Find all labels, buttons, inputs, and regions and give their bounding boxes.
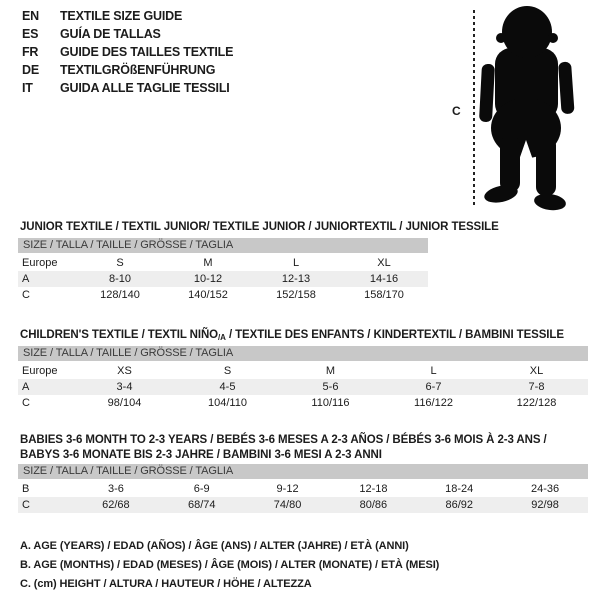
cell-value: 6-9: [193, 483, 210, 495]
size-column-header: XL: [377, 257, 391, 269]
size-column-header: S: [223, 365, 232, 377]
height-measure-label: C: [452, 104, 461, 118]
row-label: A: [22, 381, 30, 393]
language-row-es: [22, 25, 233, 43]
cell-value: 9-12: [276, 483, 299, 495]
junior-section-title: JUNIOR TEXTILE / TEXTIL JUNIOR/ TEXTILE JUNIOR / JUNIORTEXTIL / JUNIOR TESSILE: [20, 220, 499, 233]
table-row-age: [18, 271, 428, 287]
silhouette-right-ear: [548, 33, 558, 43]
page-title-fr: GUIDE DES TAILLES TEXTILE: [60, 45, 234, 59]
cell-value: 158/170: [364, 289, 404, 301]
size-column-header: M: [325, 365, 336, 377]
language-row-en: [22, 7, 233, 25]
language-code: DE: [22, 63, 39, 77]
cell-value: 18-24: [445, 483, 474, 495]
table-row-height: [18, 395, 588, 411]
cell-value: 86/92: [445, 499, 473, 511]
cell-value: 8-10: [108, 273, 132, 285]
table-row-height: [18, 287, 428, 303]
silhouette-left-arm: [479, 64, 495, 123]
children-title-pre: CHILDREN'S TEXTILE / TEXTIL NIÑO: [20, 328, 219, 341]
row-label: C: [22, 397, 30, 409]
silhouette-left-ear: [496, 33, 506, 43]
cell-value: 5-6: [322, 381, 339, 393]
cell-value: 92/98: [531, 499, 559, 511]
page-title-es: GUÍA DE TALLAS: [60, 27, 161, 41]
row-label: C: [22, 499, 30, 511]
cell-value: 104/110: [208, 397, 247, 409]
cell-value: 98/104: [107, 397, 142, 409]
babies-size-table: [18, 464, 588, 513]
cell-value: 24-36: [530, 483, 560, 495]
cell-value: 6-7: [425, 381, 442, 393]
language-row-fr: [22, 43, 233, 61]
cell-value: 140/152: [188, 289, 228, 301]
row-label: C: [22, 289, 30, 301]
babies-section-title: [20, 433, 575, 463]
size-column-header: XL: [529, 365, 544, 377]
children-section-title: [20, 329, 564, 342]
cell-value: 122/128: [516, 397, 557, 409]
children-title-post: / TEXTILE DES ENFANTS / KINDERTEXTIL / BAMBINI TESSILE: [225, 328, 564, 341]
cell-value: 116/122: [414, 397, 453, 409]
silhouette-right-leg: [536, 136, 556, 196]
size-header-bar: SIZE / TALLA / TAILLE / GRÖSSE / TAGLIA: [18, 346, 588, 361]
height-measure-dotted-line: [473, 10, 475, 208]
page-title: TEXTILE SIZE GUIDE: [60, 9, 183, 23]
legend-notes: [20, 537, 439, 594]
silhouette-left-leg: [500, 136, 520, 192]
row-label: A: [22, 273, 30, 285]
cell-value: 3-4: [116, 381, 133, 393]
cell-value: 14-16: [369, 273, 399, 285]
cell-value: 62/68: [102, 499, 130, 511]
language-code: IT: [22, 81, 33, 95]
region-header-cell: Europe: [22, 365, 58, 377]
silhouette-right-arm: [558, 62, 575, 115]
size-column-header: XS: [117, 365, 132, 377]
table-header-row: [18, 255, 428, 271]
row-label: B: [22, 483, 30, 495]
language-code: FR: [22, 45, 39, 59]
toddler-silhouette: [479, 6, 575, 212]
table-row-age: [18, 379, 588, 395]
cell-value: 152/158: [276, 289, 316, 301]
language-row-it: [22, 79, 233, 97]
cell-value: 12-18: [359, 483, 388, 495]
legend-note-b: B. AGE (MONTHS) / EDAD (MESES) / ÂGE (MOIS) / ALTER (MONATE) / ETÀ (MESI): [20, 559, 440, 571]
cell-value: 7-8: [528, 381, 545, 393]
language-code: EN: [22, 9, 39, 23]
cell-value: 110/116: [311, 397, 350, 409]
cell-value: 10-12: [193, 273, 223, 285]
language-title-block: [22, 7, 233, 97]
silhouette-head: [502, 6, 552, 58]
babies-title-line2: BABYS 3-6 MONATE BIS 2-3 JAHRE / BAMBINI 3-6 MESI A 2-3 ANNI: [20, 448, 382, 461]
junior-size-table: [18, 238, 428, 303]
table-header-row: [18, 363, 588, 379]
page-title-it: GUIDA ALLE TAGLIE TESSILI: [60, 81, 230, 95]
cell-value: 12-13: [281, 273, 311, 285]
cell-value: 80/86: [359, 499, 388, 511]
table-row-height: [18, 497, 588, 513]
legend-note-a: A. AGE (YEARS) / EDAD (AÑOS) / ÂGE (ANS) / ALTER (JAHRE) / ETÀ (ANNI): [20, 540, 409, 552]
size-column-header: L: [292, 257, 300, 269]
language-row-de: [22, 61, 233, 79]
silhouette-right-foot: [533, 192, 567, 212]
cell-value: 74/80: [273, 499, 302, 511]
legend-note-c: C. (cm) HEIGHT / ALTURA / HAUTEUR / HÖHE / ALTEZZA: [20, 578, 312, 590]
size-column-header: L: [430, 365, 437, 377]
size-header-bar: SIZE / TALLA / TAILLE / GRÖSSE / TAGLIA: [18, 238, 428, 253]
children-title-subscript: /A: [218, 332, 226, 342]
page-title-de: TEXTILGRÖßENFÜHRUNG: [60, 63, 216, 77]
size-column-header: S: [116, 257, 124, 269]
babies-title-line1: BABIES 3-6 MONTH TO 2-3 YEARS / BEBÉS 3-6 MESES A 2-3 AÑOS / BÉBÉS 3-6 MOIS À 2-3 ANS /: [20, 433, 547, 446]
toddler-silhouette-image: [478, 4, 578, 216]
children-size-table: [18, 346, 588, 411]
region-header-cell: Europe: [22, 257, 58, 269]
cell-value: 128/140: [100, 289, 140, 301]
cell-value: 68/74: [187, 499, 216, 511]
cell-value: 3-6: [107, 483, 124, 495]
size-header-bar: SIZE / TALLA / TAILLE / GRÖSSE / TAGLIA: [18, 464, 588, 479]
table-row-age-months: [18, 481, 588, 497]
size-column-header: M: [203, 257, 213, 269]
cell-value: 4-5: [219, 381, 236, 393]
language-code: ES: [22, 27, 39, 41]
